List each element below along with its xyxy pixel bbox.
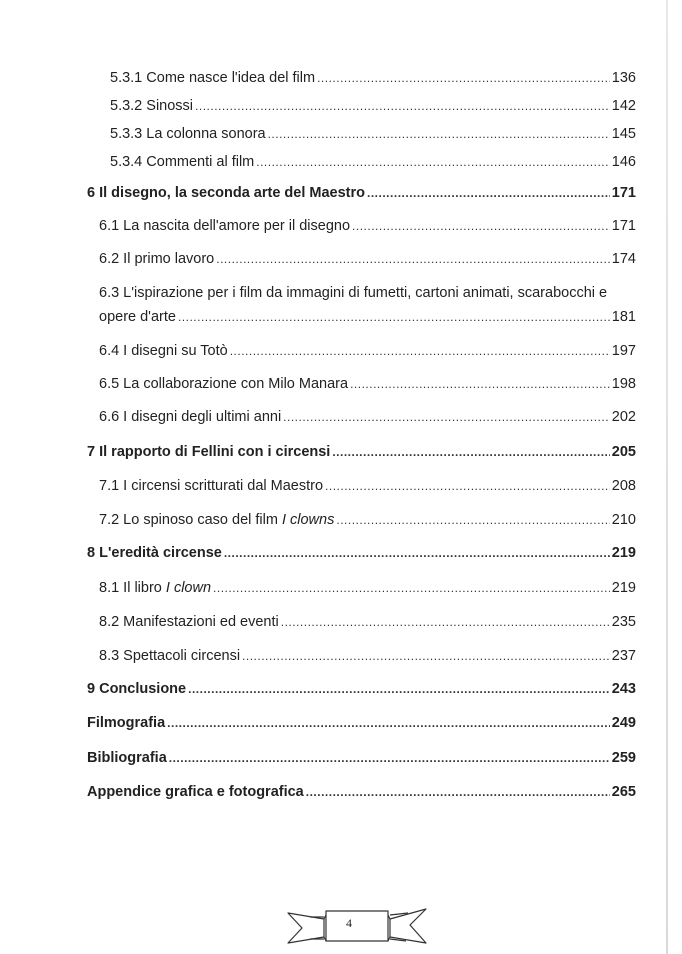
leader-dots — [306, 785, 610, 799]
leader-dots — [256, 155, 610, 169]
toc-entry-page: 265 — [611, 784, 636, 800]
toc-entry-page: 145 — [611, 126, 636, 142]
leader-dots — [188, 682, 610, 696]
toc-entry-page: 219 — [611, 580, 636, 596]
toc-entry-page: 235 — [611, 614, 636, 630]
toc-entry-7-1[interactable] — [0, 478, 682, 502]
toc-entry-title-italic: I clowns — [281, 512, 335, 528]
toc-entry-title-line2: opere d'arte — [99, 309, 176, 325]
toc-entry-title: Bibliografia — [87, 750, 167, 766]
toc-entry-title: 8.3 Spettacoli circensi — [99, 648, 241, 664]
toc-entry-page: 219 — [611, 545, 636, 561]
toc-entry-title: 5.3.3 La colonna sonora — [110, 126, 266, 142]
page-number: 4 — [346, 916, 352, 930]
toc-entry-title: 5.3.4 Commenti al film — [110, 154, 255, 170]
toc-entry-title — [99, 512, 334, 528]
toc-entry-5-3-4[interactable] — [0, 154, 682, 178]
toc-entry-title: 8 L'eredità circense — [87, 545, 222, 561]
toc-entry-6-5[interactable] — [0, 376, 682, 400]
toc-chapter-7[interactable] — [0, 444, 682, 468]
toc-entry-page: 202 — [611, 409, 636, 425]
toc-entry-title: 8.2 Manifestazioni ed eventi — [99, 614, 279, 630]
toc-entry-title: 7.1 I circensi scritturati dal Maestro — [99, 478, 324, 494]
toc-entry-page: 136 — [611, 70, 636, 86]
toc-entry-title: 6.6 I disegni degli ultimi anni — [99, 409, 282, 425]
toc-entry-page: 210 — [611, 512, 636, 528]
toc-entry-title-text: 8.1 Il libro — [99, 580, 166, 596]
toc-entry-6-4[interactable] — [0, 343, 682, 367]
leader-dots — [336, 513, 609, 527]
toc-bibliografia[interactable] — [0, 750, 682, 774]
toc-entry-page: 146 — [611, 154, 636, 170]
leader-dots — [317, 71, 610, 85]
toc-chapter-8[interactable] — [0, 545, 682, 569]
toc-chapter-6[interactable] — [0, 185, 682, 209]
toc-entry-6-6[interactable] — [0, 409, 682, 433]
toc-entry-page: 249 — [611, 715, 636, 731]
leader-dots — [230, 344, 610, 358]
toc-entry-page: 259 — [611, 750, 636, 766]
toc-entry-page: 174 — [611, 251, 636, 267]
toc-entry-title-text: 7.2 Lo spinoso caso del film — [99, 512, 282, 528]
toc-entry-6-1[interactable] — [0, 218, 682, 242]
toc-entry-title: Appendice grafica e fotografica — [87, 784, 304, 800]
leader-dots — [242, 649, 610, 663]
leader-dots — [224, 546, 610, 560]
toc-entry-6-3[interactable] — [0, 285, 682, 333]
toc-entry-title: 7 Il rapporto di Fellini con i circensi — [87, 444, 331, 460]
toc-entry-8-3[interactable] — [0, 648, 682, 672]
leader-dots — [268, 127, 610, 141]
toc-entry-title: Filmografia — [87, 715, 166, 731]
leader-dots — [213, 581, 610, 595]
toc-entry-page: 237 — [611, 648, 636, 664]
toc-entry-title: 6.5 La collaborazione con Milo Manara — [99, 376, 349, 392]
toc-entry-6-2[interactable] — [0, 251, 682, 275]
toc-entry-page: 208 — [611, 478, 636, 494]
leader-dots — [281, 615, 610, 629]
toc-entry-title: 6.2 Il primo lavoro — [99, 251, 215, 267]
toc-entry-title: 5.3.1 Come nasce l'idea del film — [110, 70, 316, 86]
toc-entry-title — [99, 580, 211, 596]
toc-chapter-9[interactable] — [0, 681, 682, 705]
leader-dots — [367, 186, 610, 200]
toc-entry-title: 9 Conclusione — [87, 681, 187, 697]
toc-entry-title-line1: 6.3 L'ispirazione per i film da immagini di fumetti, cartoni animati, scarabocchi e — [99, 285, 608, 301]
toc-filmografia[interactable] — [0, 715, 682, 739]
toc-entry-5-3-3[interactable] — [0, 126, 682, 150]
toc-entry-page: 197 — [611, 343, 636, 359]
leader-dots — [332, 445, 609, 459]
toc-entry-page: 171 — [611, 185, 636, 201]
leader-dots — [178, 310, 610, 324]
leader-dots — [325, 479, 610, 493]
leader-dots — [350, 377, 610, 391]
toc-entry-title: 6 Il disegno, la seconda arte del Maestro — [87, 185, 366, 201]
toc-entry-title: 6.4 I disegni su Totò — [99, 343, 228, 359]
toc-entry-8-2[interactable] — [0, 614, 682, 638]
leader-dots — [216, 252, 610, 266]
toc-entry-title: 5.3.2 Sinossi — [110, 98, 194, 114]
toc-entry-page: 171 — [611, 218, 636, 234]
leader-dots — [352, 219, 610, 233]
leader-dots — [195, 99, 610, 113]
toc-entry-title-italic: I clown — [165, 580, 212, 596]
toc-entry-8-1[interactable] — [0, 580, 682, 604]
toc-entry-7-2[interactable] — [0, 512, 682, 536]
toc-entry-5-3-1[interactable] — [0, 70, 682, 94]
toc-entry-page: 142 — [611, 98, 636, 114]
toc-entry-page: 243 — [611, 681, 636, 697]
toc-entry-page: 198 — [611, 376, 636, 392]
toc-appendice[interactable] — [0, 784, 682, 808]
toc-entry-title: 6.1 La nascita dell'amore per il disegno — [99, 218, 351, 234]
toc-entry-page: 181 — [611, 309, 636, 325]
toc-entry-5-3-2[interactable] — [0, 98, 682, 122]
toc-entry-page: 205 — [611, 444, 636, 460]
leader-dots — [167, 716, 610, 730]
leader-dots — [169, 751, 610, 765]
leader-dots — [283, 410, 610, 424]
